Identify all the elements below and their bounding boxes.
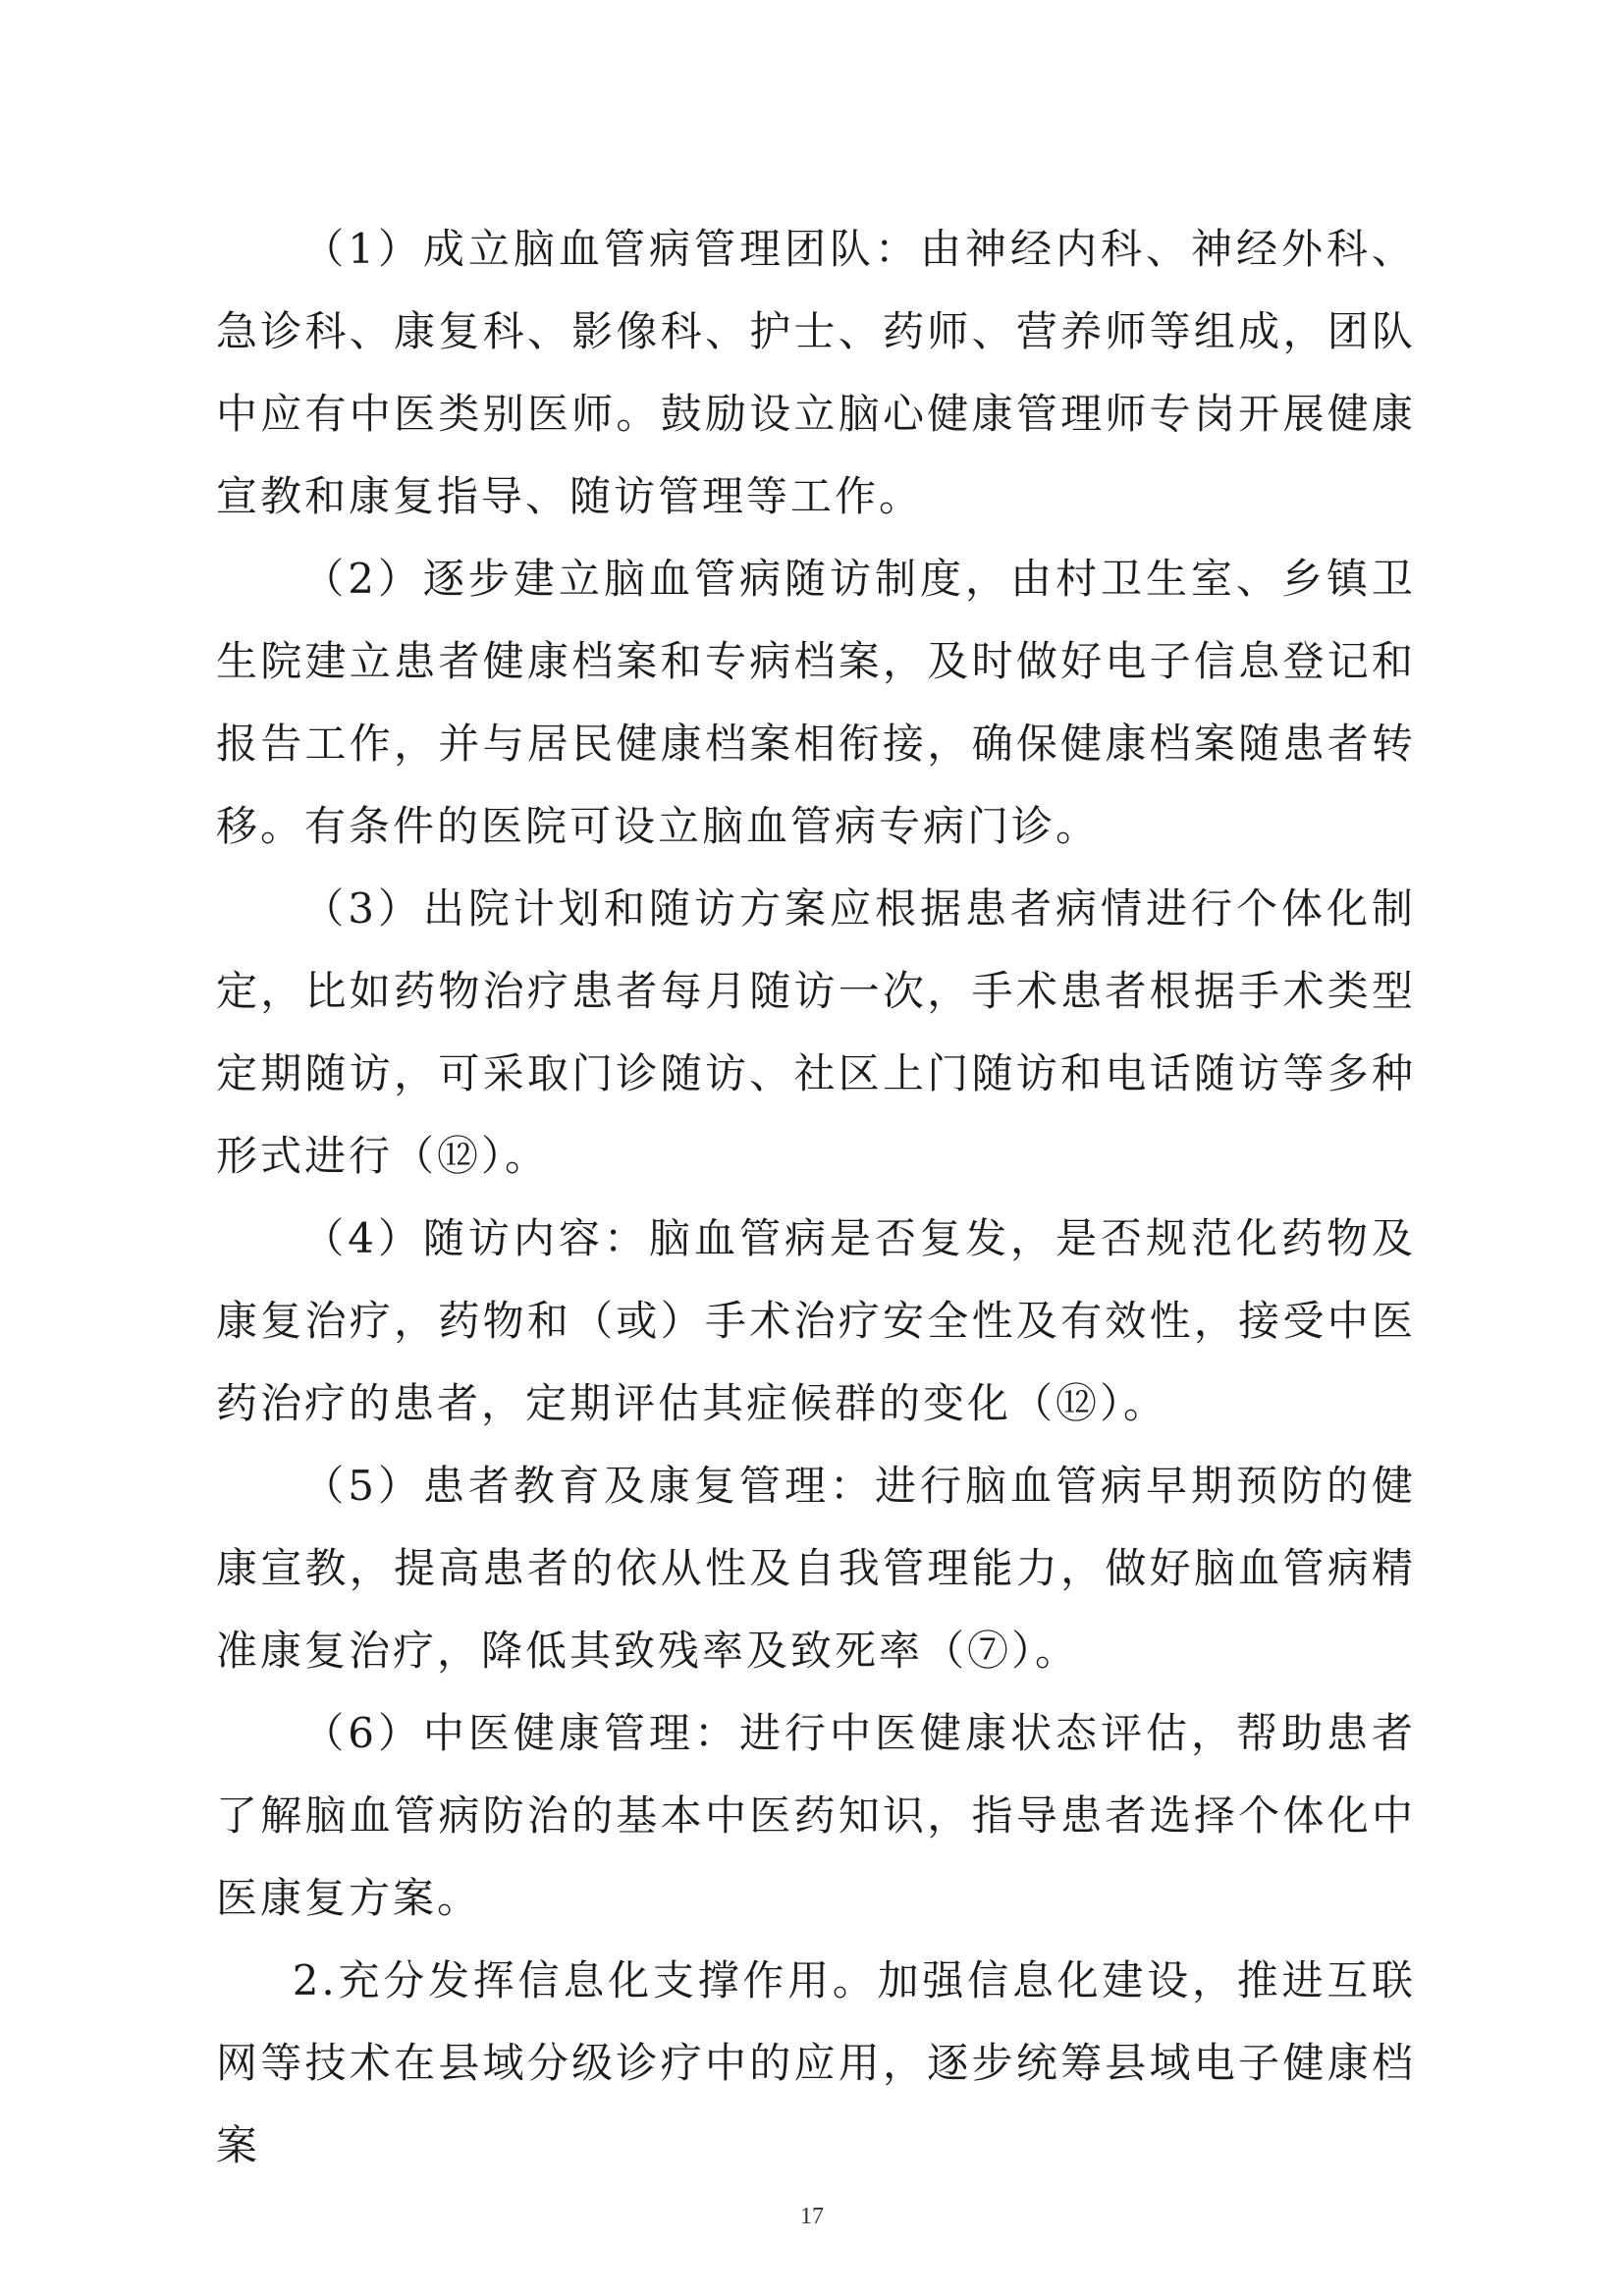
paragraph-5: （5）患者教育及康复管理：进行脑血管病早期预防的健康宣教，提高患者的依从性及自我管理能力，做好脑血管病精准康复治疗，降低其致残率及致死率（⑦）。 [216,1462,1416,1675]
body-text [216,208,1416,2187]
paragraph-2: （2）逐步建立脑血管病随访制度，由村卫生室、乡镇卫生院建立患者健康档案和专病档案，及时做好电子信息登记和报告工作，并与居民健康档案相衔接，确保健康档案随患者转移。有条件的医院可设立脑血管病专病门诊。 [216,555,1416,850]
paragraph-7: 2.充分发挥信息化支撑作用。加强信息化建设，推进互联网等技术在县域分级诊疗中的应用，逐步统筹县域电子健康档案 [216,1956,1416,2169]
page-number: 17 [800,2204,824,2229]
paragraph-3: （3）出院计划和随访方案应根据患者病情进行个体化制定，比如药物治疗患者每月随访一次，手术患者根据手术类型定期随访，可采取门诊随访、社区上门随访和电话随访等多种形式进行（⑫）。 [216,884,1416,1180]
paragraph-1: （1）成立脑血管病管理团队：由神经内科、神经外科、急诊科、康复科、影像科、护士、药师、营养师等组成，团队中应有中医类别医师。鼓励设立脑心健康管理师专岗开展健康宣教和康复指导、随访管理等工作。 [216,225,1416,520]
paragraph-4: （4）随访内容：脑血管病是否复发，是否规范化药物及康复治疗，药物和（或）手术治疗安全性及有效性，接受中医药治疗的患者，定期评估其症候群的变化（⑫）。 [216,1214,1416,1427]
paragraph-6: （6）中医健康管理：进行中医健康状态评估，帮助患者了解脑血管病防治的基本中医药知识，指导患者选择个体化中医康复方案。 [216,1709,1416,1922]
